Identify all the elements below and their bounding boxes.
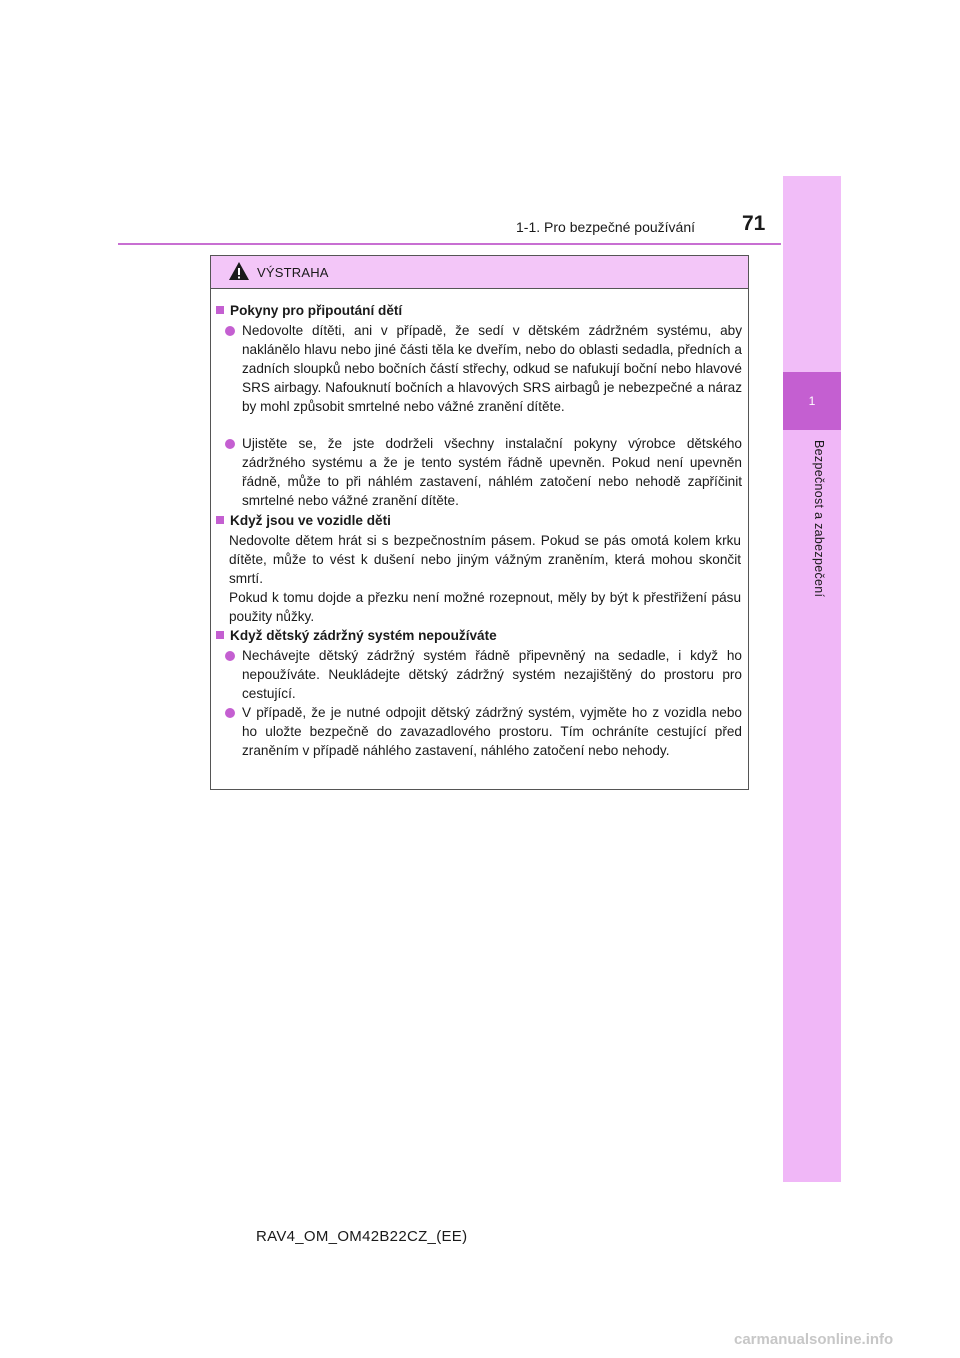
- bullet-text: V případě, že je nutné odpojit dětský zádržný systém, vyjměte ho z vozidla nebo ho uložte bezpečně do zavazadlového prostoru. Tím ochráníte cestující před zraněním v případě náhlého zastavení, náhlého zatočení nebo nehody.: [242, 705, 742, 758]
- section-heading-text: Když jsou ve vozidle děti: [230, 513, 391, 528]
- chapter-label: Bezpečnost a zabezpečení: [812, 440, 826, 598]
- footer-document-code: RAV4_OM_OM42B22CZ_(EE): [256, 1228, 468, 1245]
- page-number: 71: [742, 212, 766, 235]
- bullet-icon: [225, 326, 235, 336]
- warning-title: VÝSTRAHA: [257, 265, 329, 280]
- warning-header: [211, 256, 748, 289]
- chapter-side-tab: [783, 176, 841, 1182]
- square-bullet-icon: [216, 631, 224, 639]
- bullet-icon: [225, 708, 235, 718]
- square-bullet-icon: [216, 306, 224, 314]
- side-tab-top: [783, 176, 841, 372]
- bullet-icon: [225, 651, 235, 661]
- header-section-title: 1-1. Pro bezpečné používání: [516, 219, 696, 235]
- bullet-icon: [225, 439, 235, 449]
- bullet-text: Nechávejte dětský zádržný systém řádně připevněný na sedadle, i když ho nepoužíváte. Neukládejte dětský zádržný systém nezajištěný do prostoru pro cestující.: [242, 648, 742, 701]
- square-bullet-icon: [216, 516, 224, 524]
- warning-box: [210, 255, 749, 790]
- section-heading-text: Pokyny pro připoutání dětí: [230, 303, 403, 318]
- header-rule: [118, 243, 781, 245]
- section-heading-text: Když dětský zádržný systém nepoužíváte: [230, 628, 497, 643]
- section-heading: [216, 301, 402, 320]
- bullet-text: Ujistěte se, že jste dodrželi všechny instalační pokyny výrobce dětského zádržného systému a že je tento systém řádně upevněn. Pokud není upevněn řádně, může to při náhlém zastavení, náhlém zatočení nebo nehodě zapříčinit smrtelné nebo vážné zranění dítěte.: [242, 436, 742, 508]
- chapter-number-box: [783, 372, 841, 430]
- section-heading: [216, 511, 391, 530]
- section-heading: [216, 626, 497, 645]
- chapter-number: 1: [808, 394, 816, 408]
- warning-triangle-icon: [228, 261, 250, 281]
- paragraph-text: Pokud k tomu dojde a přezku není možné rozepnout, měly by být k přestřižení pásu použity nůžky.: [229, 590, 741, 624]
- bullet-text: Nedovolte dítěti, ani v případě, že sedí v dětském zádržném systému, aby naklánělo hlavu nebo jiné části těla ke dveřím, nebo do oblasti sedadla, předních a zadních sloupků nebo bočních částí střechy, odkud se nafukují boční nebo hlavové SRS airbagy. Nafouknutí bočních a hlavových SRS airbagů je nebezpečné a náraz by mohl způsobit smrtelné nebo vážné zranění dítěte.: [242, 323, 742, 414]
- paragraph-text: Nedovolte dětem hrát si s bezpečnostním pásem. Pokud se pás omotá kolem krku dítěte, může to vést k dušení nebo jiným vážným zraněním, která mohou skončit smrtí.: [229, 533, 741, 586]
- watermark: carmanualsonline.info: [734, 1331, 894, 1348]
